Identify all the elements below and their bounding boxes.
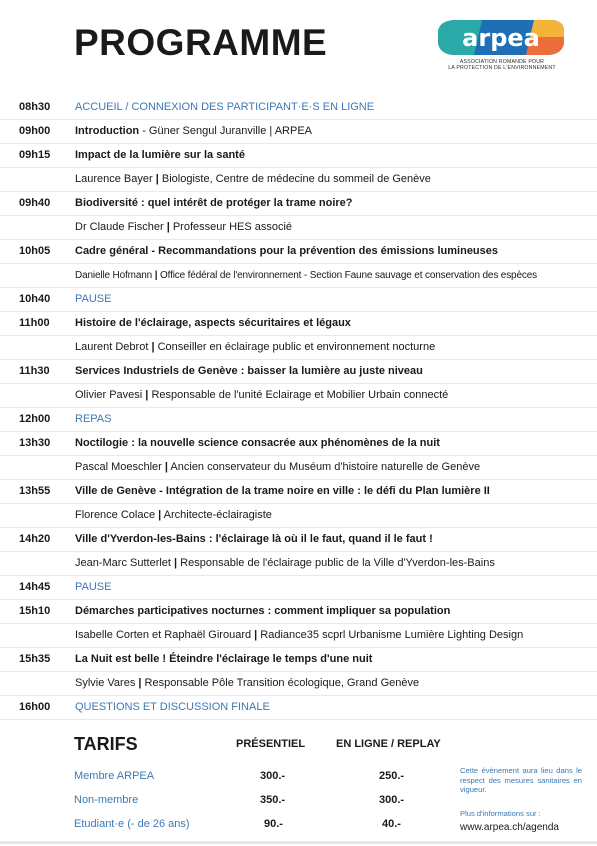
- speaker-name: Florence Colace: [75, 509, 156, 521]
- talk-title-text: Ville de Genève - Intégration de la trame noire en ville : le défi du Plan lumière II: [75, 485, 490, 497]
- programme-row: [0, 336, 597, 360]
- tarif-label-non-member: Non-membre: [74, 794, 139, 806]
- speaker-name: Laurence Bayer: [75, 173, 153, 185]
- bottom-divider: [0, 841, 597, 844]
- programme-row: [0, 624, 597, 648]
- talk-title: [75, 317, 351, 329]
- more-info-label: Plus d'informations sur :: [460, 809, 541, 818]
- programme-time: 11h30: [19, 365, 50, 377]
- talk-title-text: Cadre général - Recommandations pour la prévention des émissions lumineuses: [75, 245, 499, 257]
- speaker-separator: |: [142, 389, 149, 401]
- sanitary-note: Cette évènement aura lieu dans le respect des mesures sanitaires en vigueur.: [460, 766, 582, 794]
- tarif-label-member: Membre ARPEA: [74, 770, 155, 782]
- speaker-role: Office fédéral de l'environnement - Section Faune sauvage et conservation des espèces: [157, 270, 537, 281]
- speaker-name: Olivier Pavesi: [75, 389, 143, 401]
- speaker-name: Danielle Hofmann: [75, 270, 153, 281]
- speaker-line: [75, 509, 272, 521]
- programme-section-label: PAUSE: [75, 293, 112, 305]
- programme-section-label: QUESTIONS ET DISCUSSION FINALE: [75, 701, 270, 713]
- programme-row: [0, 120, 597, 144]
- speaker-line: [75, 389, 448, 401]
- speaker-separator: |: [148, 341, 155, 353]
- programme-row: [0, 240, 597, 264]
- talk-title: [75, 605, 450, 617]
- programme-section-label: ACCUEIL / CONNEXION DES PARTICIPANT·E·S EN LIGNE: [75, 101, 375, 113]
- speaker-separator: |: [135, 677, 142, 689]
- row-divider: [0, 719, 597, 720]
- talk-title: [75, 485, 490, 497]
- programme-section-label: REPAS: [75, 413, 112, 425]
- programme-row: [0, 192, 597, 216]
- speaker-role: Conseiller en éclairage public et environnement nocturne: [154, 341, 436, 353]
- programme-time: 15h35: [19, 653, 51, 665]
- talk-title-text: Biodiversité : quel intérêt de protéger la trame noire?: [75, 197, 353, 209]
- programme-row: [0, 96, 597, 120]
- tarif-online-member: 250.-: [379, 770, 405, 782]
- talk-title: [75, 149, 245, 161]
- col-header-present: PRÉSENTIEL: [236, 738, 306, 750]
- programme-time: 15h10: [19, 605, 51, 617]
- logo-wordmark: arpea: [462, 24, 540, 52]
- tarifs-title: TARIFS: [74, 734, 138, 754]
- speaker-role: Biologiste, Centre de médecine du sommeil de Genève: [158, 173, 431, 185]
- tarif-online-non-member: 300.-: [379, 794, 405, 806]
- programme-row: [0, 168, 597, 192]
- talk-title: [75, 365, 423, 377]
- speaker-separator: |: [152, 173, 159, 185]
- talk-title-text: Ville d'Yverdon-les-Bains : l'éclairage là où il le faut, quand il le faut !: [75, 533, 433, 545]
- talk-title-text: Noctilogie : la nouvelle science consacrée aux phénomènes de la nuit: [75, 437, 440, 449]
- programme-time: 14h45: [19, 581, 51, 593]
- talk-title: [75, 437, 440, 449]
- speaker-role: Responsable de l'unité Eclairage et Mobilier Urbain connecté: [148, 389, 449, 401]
- logo-tagline-2: LA PROTECTION DE L'ENVIRONNEMENT: [448, 65, 556, 71]
- programme-row: [0, 480, 597, 504]
- programme-row: [0, 696, 597, 720]
- talk-speaker-text: - Güner Sengul Juranville | ARPEA: [139, 125, 312, 137]
- programme-row: [0, 576, 597, 600]
- programme-row: [0, 648, 597, 672]
- programme-time: 11h00: [19, 317, 50, 329]
- logo-tagline-1: ASSOCIATION ROMANDE POUR: [459, 59, 545, 65]
- logo-tagline: [432, 59, 572, 71]
- speaker-line: [75, 221, 292, 233]
- speaker-line: [75, 270, 537, 281]
- speaker-separator: |: [155, 509, 162, 521]
- speaker-name: Pascal Moeschler: [75, 461, 162, 473]
- programme-row: [0, 144, 597, 168]
- programme-time: 09h00: [19, 125, 51, 137]
- speaker-role: Architecte-éclairagiste: [161, 509, 272, 521]
- programme-row: [0, 432, 597, 456]
- programme-row: [0, 600, 597, 624]
- col-header-online: EN LIGNE / REPLAY: [336, 738, 441, 750]
- speaker-separator: |: [152, 270, 158, 281]
- programme-row: [0, 504, 597, 528]
- speaker-name: Sylvie Vares: [75, 677, 136, 689]
- programme-time: 08h30: [19, 101, 51, 113]
- talk-title-text: Histoire de l'éclairage, aspects sécuritaires et légaux: [75, 317, 351, 329]
- programme-row: [0, 216, 597, 240]
- programme-time: 16h00: [19, 701, 51, 713]
- speaker-role: Radiance35 scprl Urbanisme Lumière Lighting Design: [257, 629, 524, 641]
- speaker-role: Professeur HES associé: [169, 221, 293, 233]
- programme-time: 12h00: [19, 413, 51, 425]
- speaker-separator: |: [161, 461, 168, 473]
- speaker-line: [75, 677, 419, 689]
- speaker-line: [75, 557, 495, 569]
- tarifs-section: [0, 728, 597, 838]
- speaker-role: Responsable de l'éclairage public de la Ville d'Yverdon-les-Bains: [177, 557, 495, 569]
- programme-list: [0, 96, 597, 720]
- tarif-present-student: 90.-: [264, 818, 283, 830]
- talk-title-text: Services Industriels de Genève : baisser la lumière au juste niveau: [75, 365, 423, 377]
- programme-row: [0, 456, 597, 480]
- programme-time: 13h55: [19, 485, 51, 497]
- programme-time: 10h40: [19, 293, 51, 305]
- speaker-line: [75, 629, 523, 641]
- programme-section-label: PAUSE: [75, 581, 112, 593]
- speaker-name: Dr Claude Fischer: [75, 221, 164, 233]
- programme-time: 09h15: [19, 149, 51, 161]
- speaker-separator: |: [163, 221, 170, 233]
- speaker-role: Responsable Pôle Transition écologique, Grand Genève: [141, 677, 420, 689]
- programme-time: 13h30: [19, 437, 51, 449]
- programme-row: [0, 384, 597, 408]
- tarif-present-member: 300.-: [260, 770, 286, 782]
- talk-title: [75, 533, 433, 545]
- speaker-name: Laurent Debrot: [75, 341, 149, 353]
- programme-row: [0, 312, 597, 336]
- speaker-name: Isabelle Corten et Raphaël Girouard: [75, 629, 252, 641]
- speaker-separator: |: [170, 557, 178, 569]
- talk-title-text: Démarches participatives nocturnes : comment impliquer sa population: [75, 605, 451, 617]
- talk-title: [75, 125, 312, 137]
- talk-title-text: La Nuit est belle ! Éteindre l'éclairage le temps d'une nuit: [75, 653, 373, 665]
- talk-title-text: Introduction: [75, 125, 140, 137]
- talk-title: [75, 653, 372, 665]
- programme-row: [0, 552, 597, 576]
- programme-row: [0, 288, 597, 312]
- speaker-line: [75, 173, 431, 185]
- programme-time: 09h40: [19, 197, 51, 209]
- talk-title: [75, 197, 353, 209]
- programme-row: [0, 408, 597, 432]
- programme-row: [0, 672, 597, 696]
- speaker-name: Jean-Marc Sutterlet: [75, 557, 171, 569]
- programme-row: [0, 360, 597, 384]
- page-title: PROGRAMME: [74, 22, 328, 63]
- arpea-logo-mark: [434, 17, 570, 59]
- talk-title: [75, 245, 498, 257]
- tarif-present-non-member: 350.-: [260, 794, 286, 806]
- programme-time: 10h05: [19, 245, 51, 257]
- speaker-line: [75, 341, 435, 353]
- speaker-role: Ancien conservateur du Muséum d'histoire naturelle de Genève: [167, 461, 481, 473]
- programme-row: [0, 264, 597, 288]
- programme-time: 14h20: [19, 533, 51, 545]
- arpea-logo: [432, 17, 572, 79]
- tarif-online-student: 40.-: [382, 818, 401, 830]
- speaker-separator: |: [251, 629, 258, 641]
- programme-row: [0, 528, 597, 552]
- agenda-link[interactable]: www.arpea.ch/agenda: [460, 822, 559, 833]
- talk-title-text: Impact de la lumière sur la santé: [75, 149, 245, 161]
- speaker-line: [75, 461, 480, 473]
- tarif-label-student: Etudiant·e (- de 26 ans): [74, 818, 190, 830]
